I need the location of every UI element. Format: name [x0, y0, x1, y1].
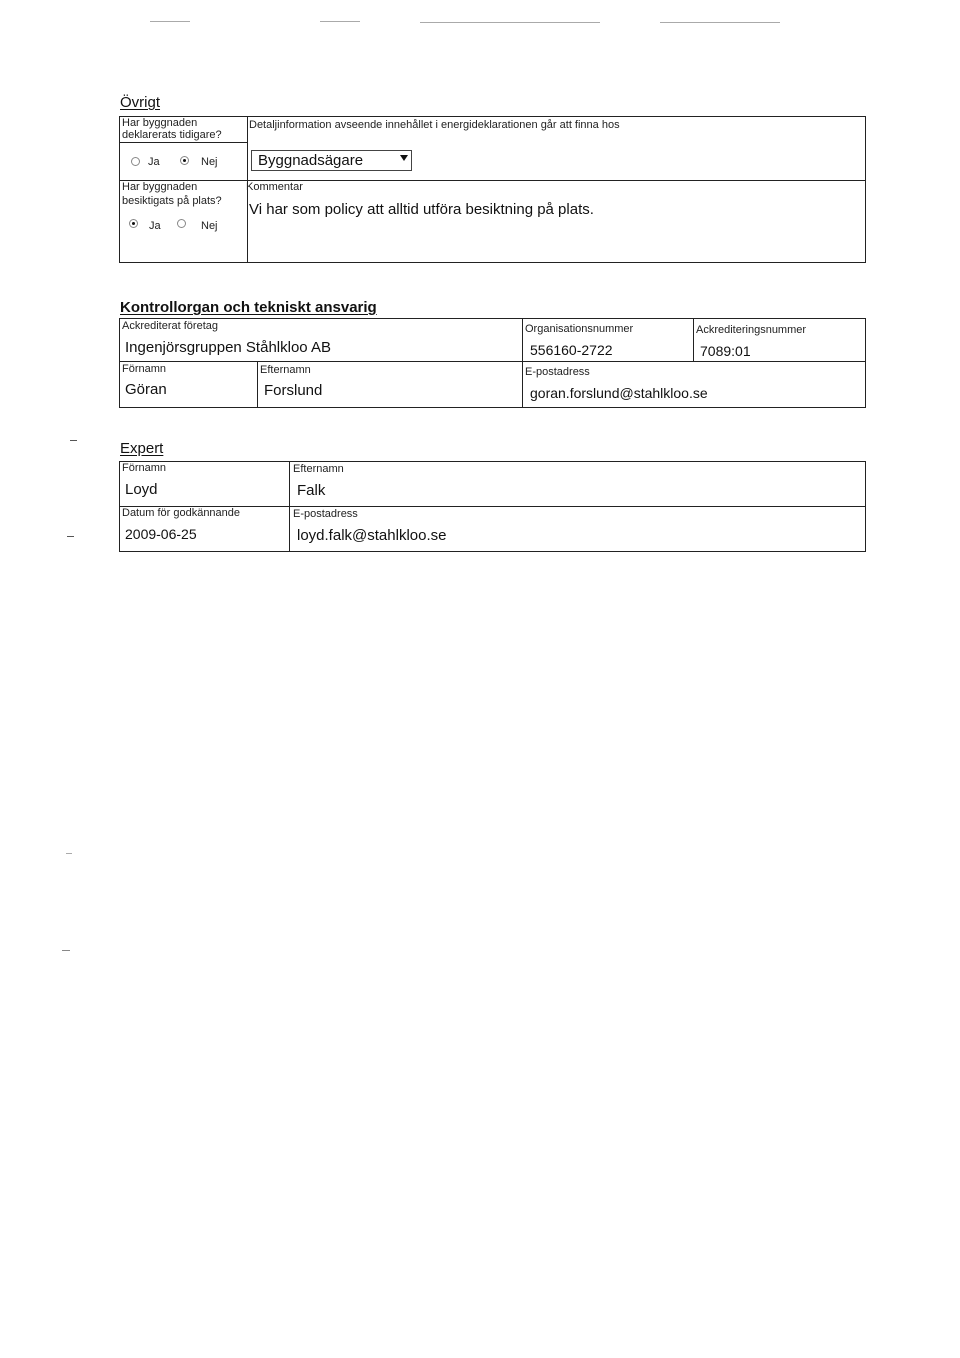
q1-radio-nej[interactable]	[180, 156, 189, 165]
detail-select-value: Byggnadsägare	[258, 152, 364, 169]
kontrollorgan-divider-accred	[693, 318, 694, 361]
accred-label: Ackrediteringsnummer	[696, 324, 807, 336]
q1-label-line1: Har byggnaden	[122, 117, 198, 129]
scan-artifact-line	[420, 22, 600, 23]
kontrollorgan-divider-org	[522, 318, 523, 408]
ovrigt-divider-left	[119, 142, 247, 143]
q1-radio-ja[interactable]	[131, 157, 140, 166]
q2-label-line2: besiktigats på plats?	[122, 195, 222, 207]
kontroll-first-label: Förnamn	[122, 363, 167, 375]
scan-artifact-line	[660, 22, 780, 23]
chevron-down-icon[interactable]	[400, 155, 408, 161]
ovrigt-frame	[119, 116, 866, 263]
comment-value[interactable]: Vi har som policy att alltid utföra besiktning på plats.	[249, 201, 594, 218]
detail-label: Detaljinformation avseende innehållet i energideklarationen går att finna hos	[249, 119, 620, 131]
expert-date-label: Datum för godkännande	[122, 507, 241, 519]
kontroll-last-value[interactable]: Forslund	[264, 382, 323, 399]
ovrigt-divider-mid	[119, 180, 866, 181]
scan-margin-mark	[67, 536, 74, 537]
expert-last-value[interactable]: Falk	[297, 482, 326, 499]
kontroll-email-label: E-postadress	[525, 366, 590, 378]
scan-margin-mark	[66, 853, 72, 854]
detail-select[interactable]	[251, 150, 412, 171]
comment-label: Kommentar	[246, 181, 303, 193]
q1-radio-ja-label: Ja	[148, 156, 160, 168]
expert-email-value[interactable]: loyd.falk@stahlkloo.se	[297, 527, 447, 544]
expert-divider-vertical	[289, 461, 290, 552]
section-title-kontrollorgan: Kontrollorgan och tekniskt ansvarig	[120, 299, 377, 316]
kontroll-first-value[interactable]: Göran	[125, 381, 167, 398]
q2-radio-nej[interactable]	[177, 219, 186, 228]
expert-date-value[interactable]: 2009-06-25	[125, 526, 197, 542]
expert-first-label: Förnamn	[122, 462, 167, 474]
expert-last-label: Efternamn	[293, 463, 344, 475]
q1-radio-nej-label: Nej	[201, 156, 218, 168]
section-title-expert: Expert	[120, 440, 164, 457]
company-value[interactable]: Ingenjörsgruppen Ståhlkloo AB	[125, 339, 331, 356]
kontroll-email-value[interactable]: goran.forslund@stahlkloo.se	[530, 385, 708, 401]
expert-email-label: E-postadress	[293, 508, 358, 520]
company-label: Ackrediterat företag	[122, 320, 218, 332]
accred-value[interactable]: 7089:01	[700, 343, 751, 359]
q1-label-line2: deklarerats tidigare?	[122, 129, 222, 141]
expert-first-value[interactable]: Loyd	[125, 481, 158, 498]
scan-artifact-line	[150, 21, 190, 22]
q2-radio-ja-label: Ja	[149, 220, 161, 232]
org-label: Organisationsnummer	[525, 323, 634, 335]
kontrollorgan-divider-name	[257, 361, 258, 408]
section-title-ovrigt: Övrigt	[120, 94, 161, 111]
q2-label-line1: Har byggnaden	[122, 181, 198, 193]
kontrollorgan-divider-mid	[119, 361, 866, 362]
scan-artifact-line	[320, 21, 360, 22]
kontroll-last-label: Efternamn	[260, 364, 311, 376]
q2-radio-nej-label: Nej	[201, 220, 218, 232]
scan-margin-mark	[62, 950, 70, 951]
org-value[interactable]: 556160-2722	[530, 342, 613, 358]
q2-radio-ja[interactable]	[129, 219, 138, 228]
scan-margin-mark	[70, 440, 77, 441]
